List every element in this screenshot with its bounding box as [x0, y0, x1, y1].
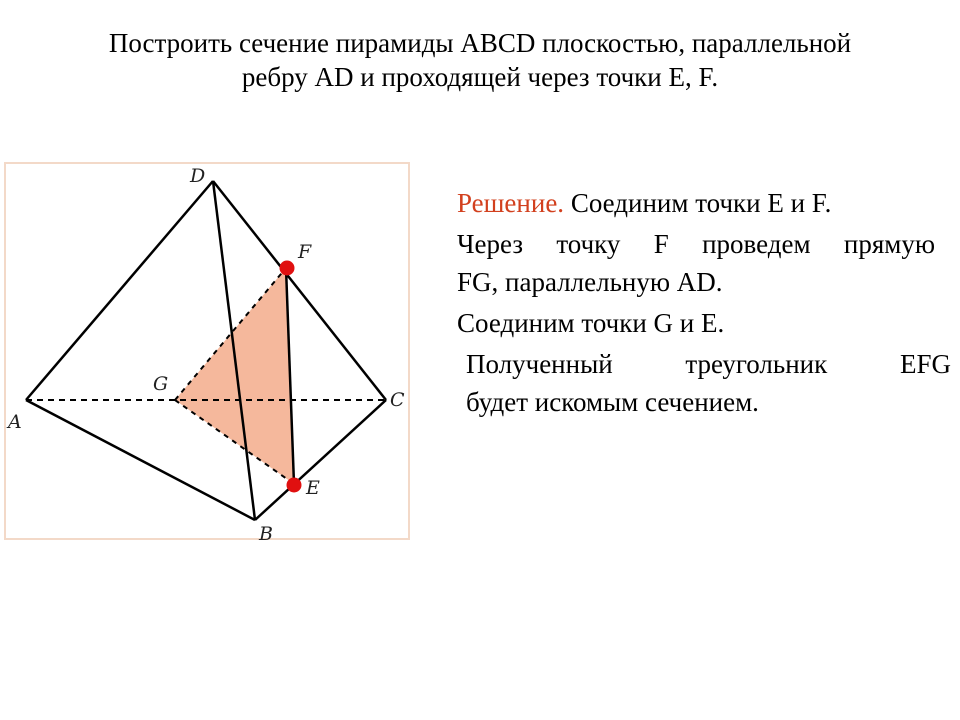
section-triangle-efg	[175, 268, 294, 484]
solution-line-2	[457, 227, 935, 261]
solution-line-4	[457, 306, 935, 340]
title-line-2: ребру AD и проходящей через точки E, F.	[241, 62, 719, 92]
label-a: A	[8, 411, 22, 433]
label-e: E	[306, 477, 320, 499]
label-g: G	[153, 373, 169, 395]
point-e-marker	[287, 478, 302, 493]
edge-ad	[26, 181, 213, 400]
solution-line-5	[466, 347, 951, 381]
solution-text-1: Соединим точки E и F.	[570, 188, 832, 218]
solution-text-2: Через точку F проведем прямую	[457, 229, 935, 259]
solution-text-3: FG, параллельную AD.	[457, 267, 723, 297]
label-d: D	[190, 165, 206, 187]
point-f-marker	[280, 261, 295, 276]
label-c: C	[390, 389, 405, 411]
solution-line-1	[457, 186, 937, 220]
solution-line-3	[457, 265, 935, 299]
label-b: B	[259, 523, 273, 545]
solution-text-4: Соединим точки G и E.	[457, 308, 725, 338]
label-f: F	[298, 241, 312, 263]
title-line-1: Построить сечение пирамиды ABCD плоскостью, параллельной	[108, 28, 852, 58]
solution-text-6: будет искомым сечением.	[466, 387, 759, 417]
solution-text-5: Полученный треугольник EFG	[466, 349, 951, 379]
solution-label: Решение.	[457, 188, 565, 218]
solution-line-6	[466, 385, 951, 419]
